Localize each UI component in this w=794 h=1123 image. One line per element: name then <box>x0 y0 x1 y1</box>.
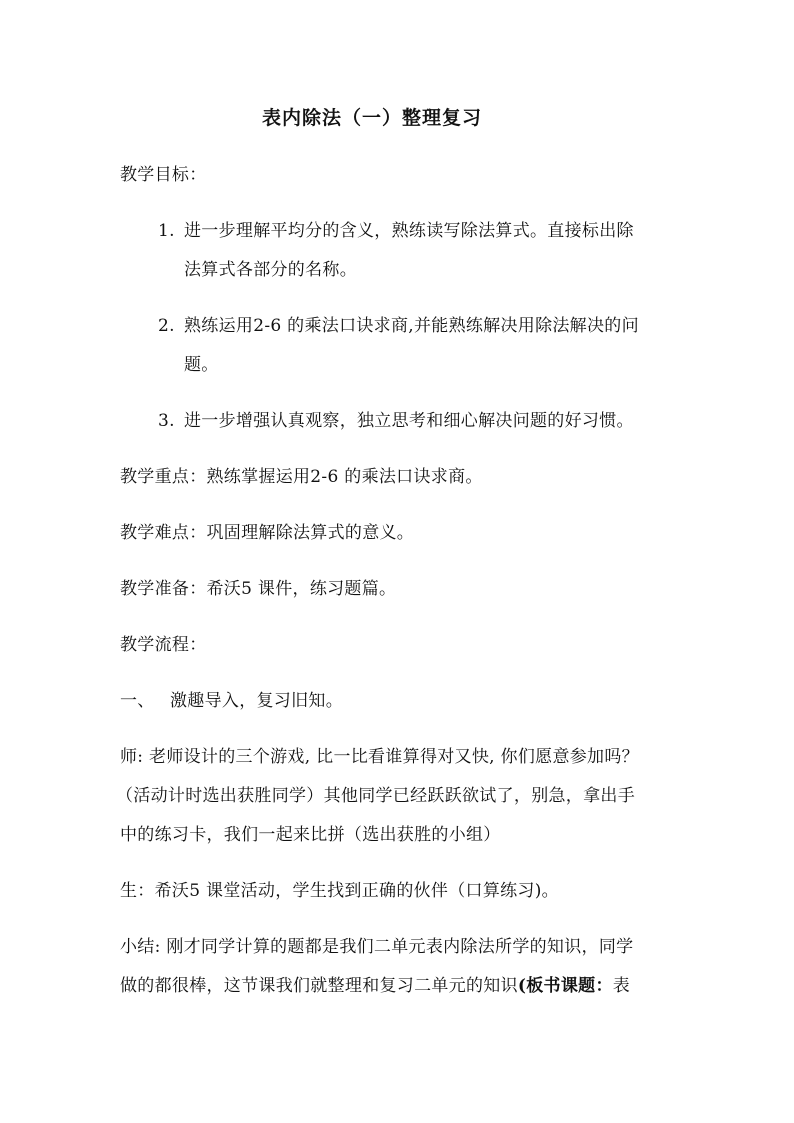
objectives-label: 教学目标： <box>120 165 207 185</box>
objective-2-line-1 <box>158 314 639 338</box>
teacher-line-3: 中的练习卡，我们一起来比拼（选出获胜的小组） <box>120 825 501 845</box>
student-line: 生：希沃5 课堂活动，学生找到正确的伙伴（口算练习)。 <box>120 881 559 901</box>
objective-2-line-2: 题。 <box>184 355 219 375</box>
difficulty: 教学难点：巩固理解除法算式的意义。 <box>120 523 415 543</box>
objective-3-number: 3. <box>158 411 175 431</box>
summary-line-2-text: 做的都很棒，这节课我们就整理和复习二单元的知识 <box>120 976 518 996</box>
section-1-text: 激趣导入，复习旧知。 <box>170 691 343 711</box>
objective-2-text: 熟练运用2-6 的乘法口诀求商,并能熟练解决用除法解决的问 <box>184 316 639 336</box>
objective-3-line-1 <box>158 409 634 433</box>
objective-1-number: 1. <box>158 221 175 241</box>
summary-line-1: 小结: 刚才同学计算的题都是我们二单元表内除法所学的知识，同学 <box>120 937 634 957</box>
process-label: 教学流程： <box>120 635 207 655</box>
preparation: 教学准备：希沃5 课件，练习题篇。 <box>120 579 397 599</box>
objective-1-line-2: 法算式各部分的名称。 <box>184 260 357 280</box>
board-topic-label: (板书课题： <box>517 976 613 996</box>
key-point: 教学重点：熟练掌握运用2-6 的乘法口诀求商。 <box>120 467 483 487</box>
objective-3-text: 进一步增强认真观察，独立思考和细心解决问题的好习惯。 <box>184 411 634 431</box>
objective-1-line-1 <box>158 219 634 243</box>
section-1-number: 一、 <box>120 691 155 711</box>
document-title: 表内除法（一）整理复习 <box>262 107 483 129</box>
summary-line-2 <box>120 974 630 998</box>
objective-2-number: 2. <box>158 316 175 336</box>
teacher-line-2: （活动计时选出获胜同学）其他同学已经跃跃欲试了，别急，拿出手 <box>116 786 635 806</box>
section-heading-1 <box>120 689 343 713</box>
summary-line-2-end: 表 <box>612 976 631 996</box>
objective-1-text: 进一步理解平均分的含义，熟练读写除法算式。直接标出除 <box>184 221 634 241</box>
teacher-line-1: 师: 老师设计的三个游戏, 比一比看谁算得对又快, 你们愿意参加吗？ <box>120 747 639 767</box>
